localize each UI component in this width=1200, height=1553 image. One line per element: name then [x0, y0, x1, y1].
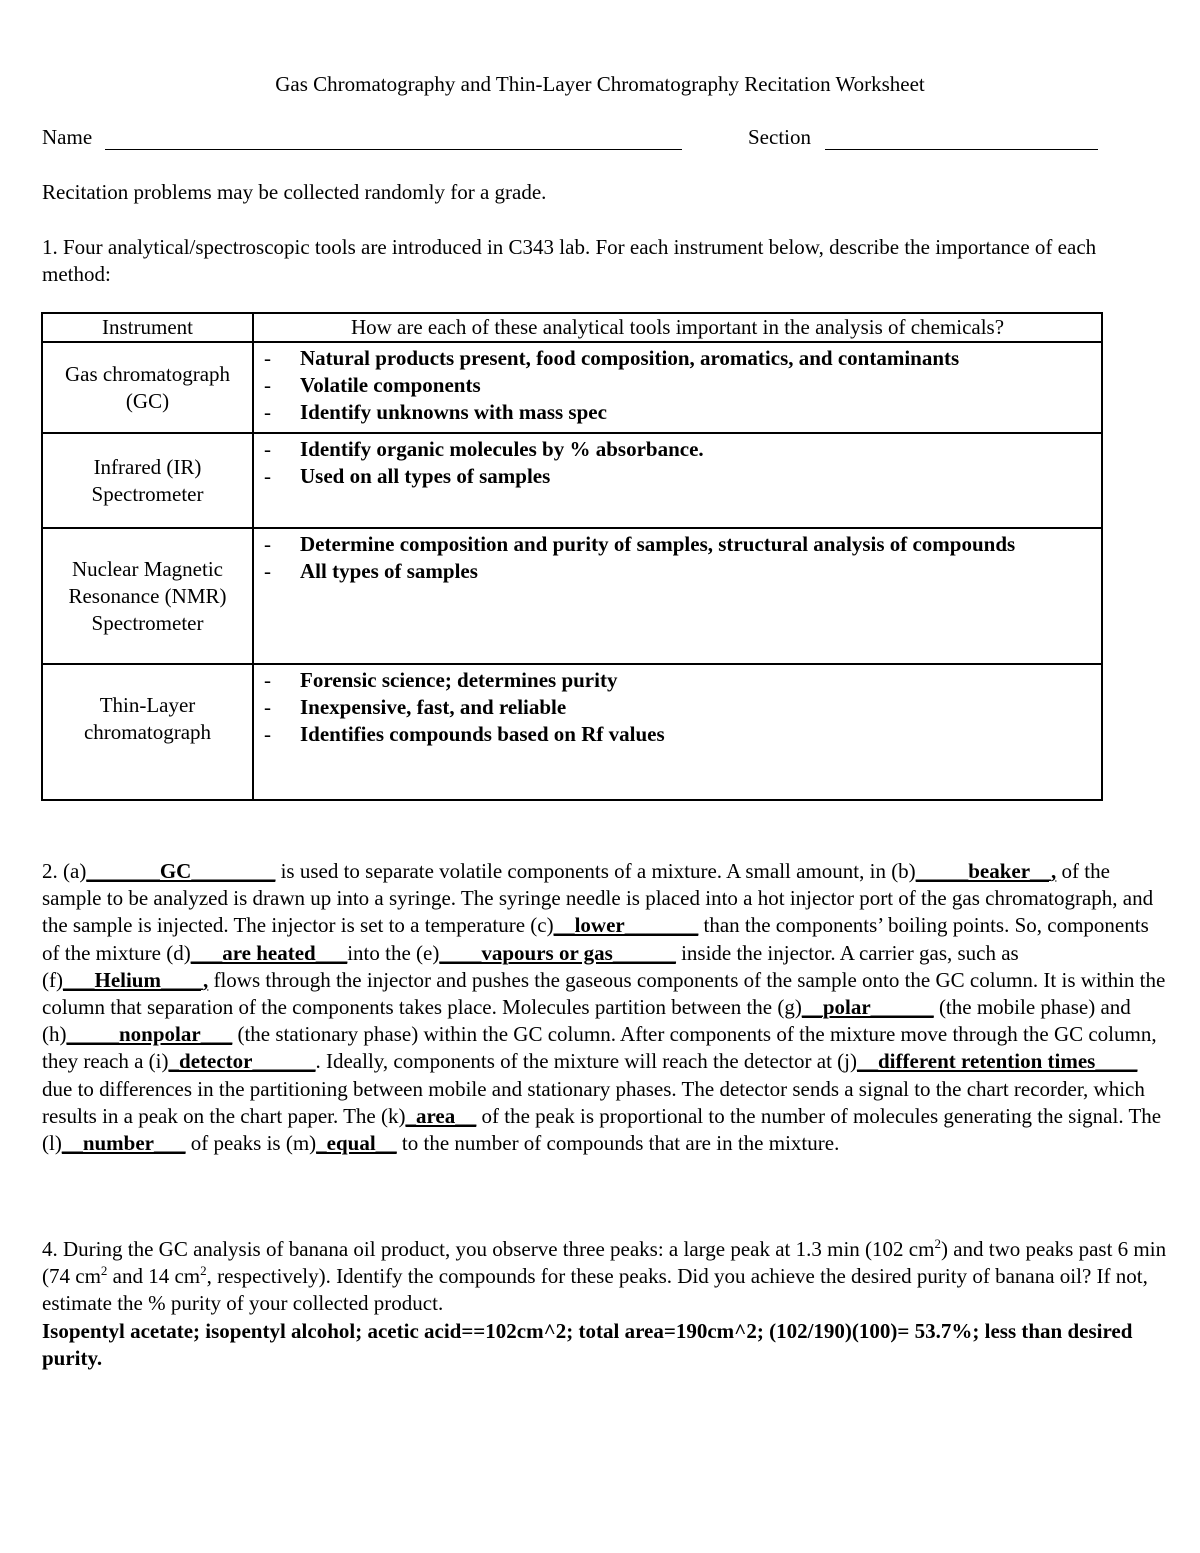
instrument-name: Infrared (IR)	[93, 454, 202, 479]
table-row	[42, 433, 1102, 528]
importance-cell	[253, 528, 1102, 664]
table-header-row	[42, 313, 1102, 342]
instrument-cell	[42, 433, 253, 528]
section-label: Section	[748, 125, 811, 149]
question-1-prompt: 1. Four analytical/spectroscopic tools are introduced in C343 lab. For each instrument below, describe the importance of each method:	[42, 235, 1097, 286]
name-label: Name	[42, 125, 93, 149]
list-item: - Determine composition and purity of samples, structural analysis of compounds	[300, 531, 1101, 558]
list-item: - Identifies compounds based on Rf values	[300, 721, 1101, 748]
question-2-paragraph	[42, 858, 1167, 1157]
list-item: - Identify unknowns with mass spec	[300, 399, 1101, 426]
answer-c[interactable]: __lower_______	[553, 913, 699, 938]
q2-text: of peaks is (m)	[185, 1131, 317, 1156]
instrument-table	[41, 312, 1103, 801]
answer-l[interactable]: __number___	[61, 1131, 186, 1156]
instrument-cell	[42, 664, 253, 800]
answer-h[interactable]: _____nonpolar___	[66, 1022, 233, 1047]
q2-text: of the peak is proportional to the number of molecules generating the signal. The (l)	[42, 1103, 1162, 1156]
answer-g[interactable]: __polar______	[801, 995, 934, 1020]
q2-text: due to differences in the partitioning between mobile and stationary phases. The detector sends a signal to the chart recorder, which results in a peak on the chart paper. The (k)	[42, 1076, 1145, 1128]
instrument-name: chromatograph	[83, 720, 212, 744]
list-item: - Forensic science; determines purity	[300, 667, 1101, 694]
list-item: - All types of samples	[300, 558, 1101, 585]
col-header-instrument: Instrument	[42, 313, 253, 342]
q2-text: of the sample to be analyzed is drawn up into a syringe. The syringe needle is placed into a hot injector port of the gas chromatograph, and the sample is injected. The injector is set to a temperature (c)	[42, 859, 1154, 938]
question-4-block	[42, 1236, 1167, 1372]
instrument-cell	[42, 528, 253, 664]
col-header-importance: How are each of these analytical tools important in the analysis of chemicals?	[253, 313, 1102, 342]
q2-text: than the components’ boiling points. So, components of the mixture (d)	[42, 913, 1149, 965]
answer-f[interactable]: ___Helium____,	[62, 967, 209, 992]
instrument-name: Thin-Layer	[99, 693, 196, 717]
superscript: 2	[100, 1263, 108, 1279]
worksheet-title: Gas Chromatography and Thin-Layer Chromatography Recitation Worksheet	[275, 72, 925, 96]
recitation-note: Recitation problems may be collected randomly for a grade.	[42, 180, 547, 204]
q2-text: inside the injector. A carrier gas, such as (f)	[42, 940, 1019, 992]
q2-text: 2. (a)	[42, 859, 87, 883]
superscript: 2	[934, 1236, 941, 1251]
q4-text: and 14 cm	[107, 1264, 201, 1289]
q2-text: is used to separate volatile components of a mixture. A small amount, in (b)	[275, 859, 916, 883]
list-item: - Identify organic molecules by % absorbance.	[300, 436, 1101, 463]
instrument-name: Gas chromatograph	[64, 361, 231, 386]
list-item: - Inexpensive, fast, and reliable	[300, 694, 1101, 721]
importance-cell	[253, 433, 1102, 528]
q2-text: to the number of compounds that are in the mixture.	[396, 1131, 840, 1156]
question-4-answer[interactable]: Isopentyl acetate; isopentyl alcohol; acetic acid==102cm^2; total area=190cm^2; (102/190)(100)= 53.7%; less than desired purity.	[42, 1318, 1133, 1370]
table-row	[42, 664, 1102, 800]
table-row	[42, 528, 1102, 664]
q2-text: (the stationary phase) within the GC column. After components of the mixture move through the GC column, they reach a (i)	[42, 1022, 1157, 1074]
q2-text: into the (e)	[347, 940, 440, 965]
answer-d[interactable]: ___are heated___	[190, 940, 348, 965]
table-row	[42, 342, 1102, 433]
name-blank-line[interactable]	[105, 149, 682, 150]
answer-e[interactable]: ____vapours or gas______	[439, 940, 676, 965]
answer-m[interactable]: _equal__	[316, 1131, 397, 1156]
list-item: - Natural products present, food composition, aromatics, and contaminants	[300, 345, 1101, 372]
instrument-name: Resonance (NMR)	[68, 583, 227, 608]
answer-k[interactable]: _area__	[405, 1103, 477, 1128]
list-item: - Used on all types of samples	[300, 463, 1101, 490]
instrument-name: Nuclear Magnetic	[71, 556, 223, 581]
q2-text: (the mobile phase) and (h)	[42, 995, 1131, 1047]
q4-text: 4. During the GC analysis of banana oil product, you observe three peaks: a large peak at 1.3 min (102 cm	[42, 1237, 935, 1261]
instrument-cell	[42, 342, 253, 433]
superscript: 2	[200, 1263, 207, 1279]
question-4-prompt	[42, 1236, 1167, 1318]
instrument-name: Spectrometer	[91, 610, 204, 635]
instrument-name: Spectrometer	[91, 481, 204, 506]
importance-cell	[253, 342, 1102, 433]
answer-b[interactable]: _____beaker__,	[915, 859, 1057, 883]
section-blank-line[interactable]	[825, 149, 1098, 150]
instrument-name: (GC)	[125, 388, 170, 413]
q4-text: ) and two peaks past 6 min (74 cm	[42, 1237, 1167, 1289]
answer-j[interactable]: __different retention times____	[857, 1049, 1138, 1074]
q4-text: , respectively). Identify the compounds for these peaks. Did you achieve the desired purity of banana oil? If not, estimate the % purity of your collected product.	[42, 1264, 1148, 1316]
answer-i[interactable]: _detector______	[168, 1049, 316, 1074]
q2-text: . Ideally, components of the mixture will reach the detector at (j)	[315, 1049, 857, 1074]
importance-cell	[253, 664, 1102, 800]
answer-a[interactable]: _______GC________	[86, 859, 276, 883]
q2-text: flows through the injector and pushes the gaseous components of the sample onto the GC column. It is within the column that separation of the components takes place. Molecules partition between the (g)	[42, 967, 1166, 1020]
list-item: - Volatile components	[300, 372, 1101, 399]
